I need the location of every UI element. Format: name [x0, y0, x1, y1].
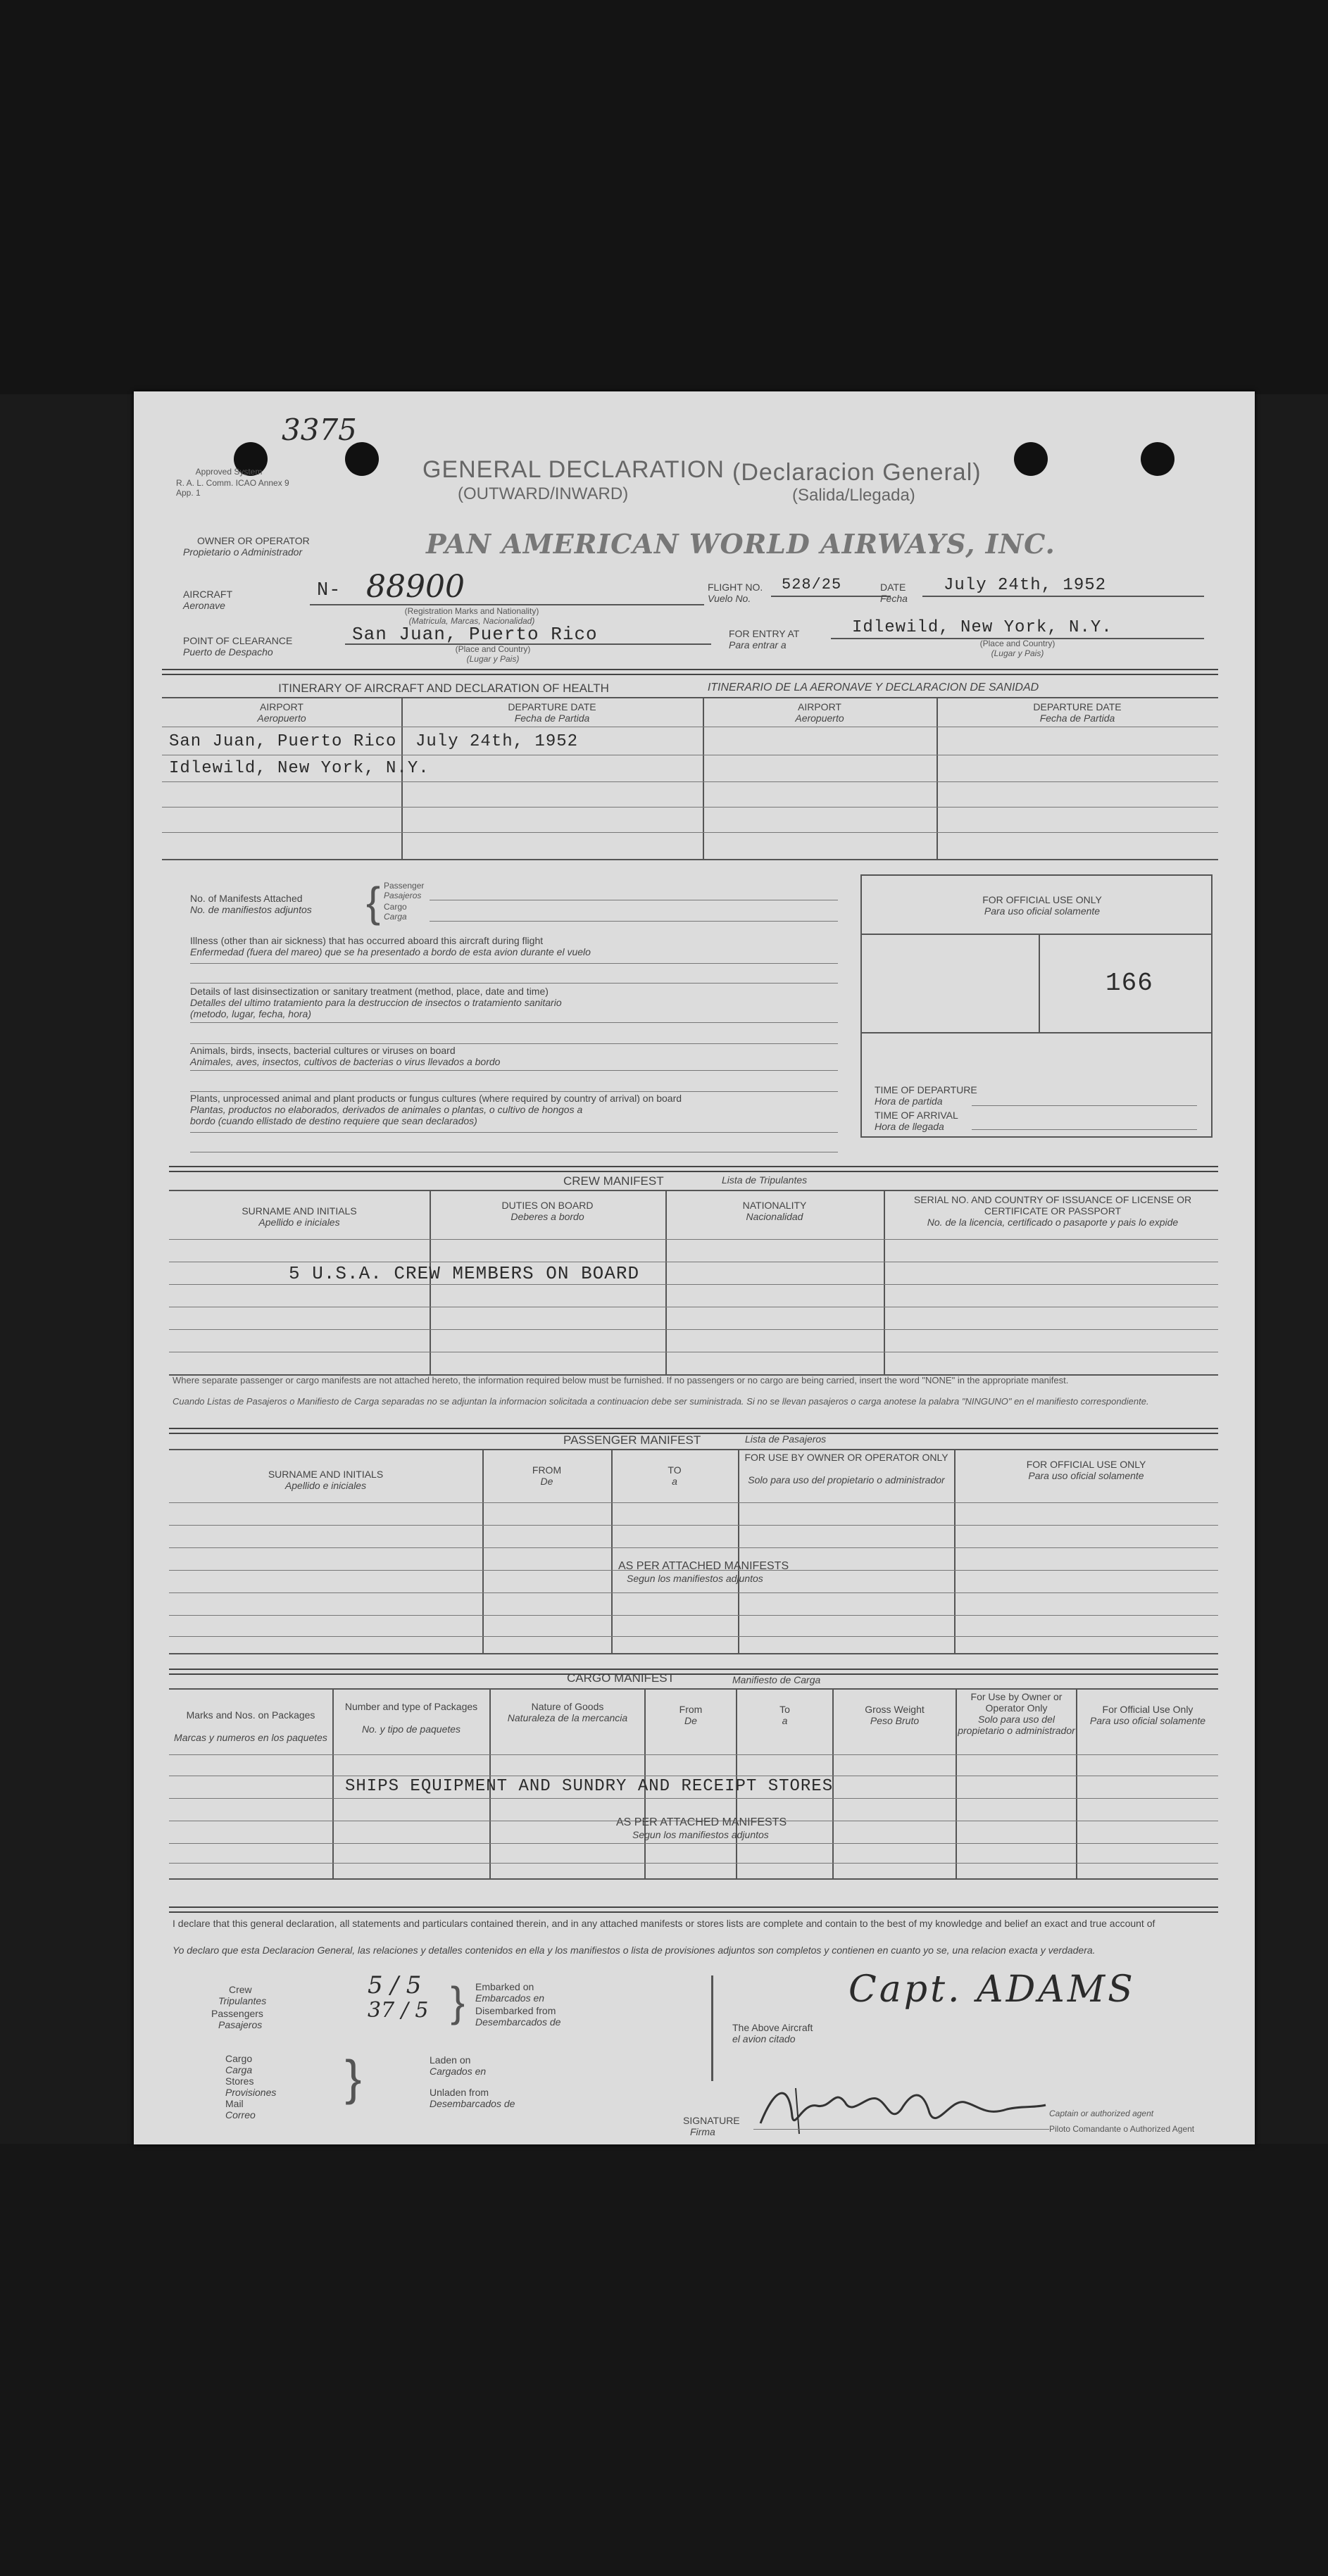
- crew-col-nationality: NATIONALITY: [742, 1200, 807, 1211]
- itinerary-title: ITINERARY OF AIRCRAFT AND DECLARATION OF HEALTH: [278, 681, 609, 695]
- form-title-spanish-sub: (Salida/Llegada): [792, 486, 915, 505]
- aircraft-label-es: Aeronave: [183, 600, 225, 611]
- crew-count-label: Crew: [229, 1984, 252, 1995]
- form-title-sub: (OUTWARD/INWARD): [458, 484, 629, 503]
- passenger-col-official-use: FOR OFFICIAL USE ONLY: [1026, 1459, 1146, 1470]
- entry-caption-es: (Lugar y Pais): [991, 648, 1044, 658]
- cargo-col-from-es: De: [684, 1715, 697, 1726]
- cargo-col-official-use: For Official Use Only: [1102, 1704, 1194, 1715]
- passenger-col-to-es: a: [672, 1476, 677, 1487]
- embarked-label-es: Embarcados en: [475, 1992, 545, 2004]
- passenger-col-surname: SURNAME AND INITIALS: [268, 1469, 384, 1480]
- entry-label: FOR ENTRY AT: [729, 628, 800, 639]
- cargo-col-to: To: [779, 1704, 790, 1715]
- time-of-arrival-label-es: Hora de llegada: [875, 1121, 944, 1132]
- embarked-label: Embarked on: [475, 1981, 534, 1992]
- date-value: July 24th, 1952: [944, 576, 1107, 595]
- passenger-col-to: TO: [668, 1464, 682, 1476]
- owner-name: PAN AMERICAN WORLD AIRWAYS, INC.: [426, 528, 1055, 560]
- passenger-count-label-es: Pasajeros: [218, 2019, 263, 2030]
- cargo-col-nature-es: Naturaleza de la mercancia: [507, 1712, 628, 1723]
- aircraft-registration: 88900: [366, 569, 465, 605]
- brace: {: [366, 879, 381, 926]
- approved-system-label: Approved System: [195, 467, 263, 477]
- itinerary-col-date-1-es: Fecha de Partida: [514, 712, 590, 724]
- cargo-col-packages-es: No. y tipo de paquetes: [361, 1723, 461, 1735]
- entry-caption: (Place and Country): [979, 639, 1055, 648]
- crew-note-es: Cuando Listas de Pasajeros o Manifiesto de Carga separadas no se adjuntan la informacion solicitada a continuacion debe ser suministrada. Si no se llevan pasajeros o carga anotese la palabra "NINGUNO" en el manifiesto correspondiente.: [173, 1396, 1149, 1407]
- passenger-col-owner-use-es: Solo para uso del propietario o administrador: [748, 1474, 945, 1485]
- passenger-manifest-title: PASSENGER MANIFEST: [563, 1433, 701, 1447]
- crew-note: Where separate passenger or cargo manifests are not attached hereto, the information required below must be furnished. If no passengers or no cargo are being carried, insert the word "NONE" in the appropriate manifest.: [173, 1375, 1069, 1386]
- plants-label-es-2: bordo (cuando ellistado de destino requiere que sean declarados): [190, 1115, 477, 1126]
- passenger-count-value: 37 / 5: [368, 1998, 429, 2023]
- treatment-label-es-2: (metodo, lugar, fecha, hora): [190, 1008, 311, 1019]
- illness-label: Illness (other than air sickness) that has occurred aboard this aircraft during flight: [190, 935, 544, 946]
- itinerary-col-airport-2: AIRPORT: [798, 701, 841, 712]
- flight-number-label-es: Vuelo No.: [708, 593, 751, 604]
- cargo-col-nature: Nature of Goods: [531, 1701, 604, 1712]
- official-use-label: FOR OFFICIAL USE ONLY: [982, 894, 1102, 905]
- time-of-departure-label-es: Hora de partida: [875, 1095, 943, 1107]
- laden-label: Laden on: [430, 2054, 471, 2066]
- cargo-col-weight-es: Peso Bruto: [870, 1715, 920, 1726]
- crew-col-duties-es: Deberes a bordo: [510, 1211, 584, 1222]
- passenger-col-from-es: De: [540, 1476, 553, 1487]
- punch-hole: [345, 442, 379, 476]
- crew-col-nationality-es: Nacionalidad: [746, 1211, 803, 1222]
- cargo-col-to-es: a: [782, 1715, 788, 1726]
- aircraft-label: AIRCRAFT: [183, 589, 232, 600]
- laden-label-es: Cargados en: [430, 2066, 487, 2077]
- general-declaration-form: [134, 391, 1255, 2144]
- punch-hole: [1141, 442, 1174, 476]
- ral-comm-label: R. A. L. Comm. ICAO Annex 9 App. 1: [176, 478, 289, 498]
- brace: }: [345, 2050, 362, 2105]
- stores-label: Stores: [225, 2075, 254, 2087]
- owner-label: OWNER OR OPERATOR: [197, 535, 310, 546]
- illness-label-es: Enfermedad (fuera del mareo) que se ha presentado a bordo de esta avion durante el vuelo: [190, 946, 591, 957]
- cargo-col-official-use-es: Para uso oficial solamente: [1089, 1715, 1206, 1726]
- crew-count-label-es: Tripulantes: [218, 1995, 267, 2006]
- unladen-label: Unladen from: [430, 2087, 489, 2098]
- passenger-col-owner-use: FOR USE BY OWNER OR OPERATOR ONLY: [744, 1452, 948, 1463]
- plants-label-es: Plantas, productos no elaborados, derivados de animales o plantas, o cultivo de hongos a: [190, 1104, 583, 1115]
- crew-col-license: SERIAL NO. AND COUNTRY OF ISSUANCE OF LICENSE OR CERTIFICATE OR PASSPORT: [913, 1194, 1192, 1217]
- entry-value: Idlewild, New York, N.Y.: [852, 618, 1113, 637]
- treatment-label: Details of last disinsectization or sanitary treatment (method, place, date and time): [190, 986, 549, 997]
- signature-label: SIGNATURE: [683, 2115, 740, 2126]
- crew-col-surname-es: Apellido e iniciales: [258, 1217, 340, 1228]
- itinerary-col-airport-1: AIRPORT: [260, 701, 303, 712]
- cargo-col-packages: Number and type of Packages: [344, 1701, 478, 1712]
- itinerary-row-2-airport: Idlewild, New York, N.Y.: [169, 759, 430, 778]
- itinerary-col-airport-2-es: Aeropuerto: [795, 712, 844, 724]
- crew-col-license-es: No. de la licencia, certificado o pasaporte y pais lo expide: [927, 1217, 1179, 1228]
- agent-label-es: Piloto Comandante o Authorized Agent: [1049, 2124, 1195, 2134]
- passenger-manifest-title-es: Lista de Pasajeros: [745, 1433, 827, 1445]
- itinerary-col-airport-1-es: Aeropuerto: [257, 712, 306, 724]
- disembarked-label-es: Desembarcados de: [475, 2016, 561, 2028]
- animals-label: Animals, birds, insects, bacterial cultures or viruses on board: [190, 1045, 456, 1056]
- cargo-label: Cargo: [225, 2053, 253, 2064]
- clearance-label: POINT OF CLEARANCE: [183, 635, 293, 646]
- plants-label: Plants, unprocessed animal and plant products or fungus cultures (where required by country of arrival) on board: [190, 1093, 682, 1104]
- cargo-manifest-title: CARGO MANIFEST: [567, 1671, 675, 1685]
- scan-background-top: [0, 0, 1328, 394]
- form-title-spanish: (Declaracion General): [732, 459, 982, 486]
- crew-col-surname: SURNAME AND INITIALS: [242, 1205, 357, 1217]
- cargo-entry: SHIPS EQUIPMENT AND SUNDRY AND RECEIPT STORES: [345, 1777, 834, 1796]
- crew-manifest-title-es: Lista de Tripulantes: [722, 1174, 808, 1186]
- clearance-label-es: Puerto de Despacho: [183, 646, 273, 658]
- manifests-label-es: No. de manifiestos adjuntos: [190, 904, 312, 915]
- unladen-label-es: Desembarcados de: [430, 2098, 515, 2109]
- crew-entry: 5 U.S.A. CREW MEMBERS ON BOARD: [289, 1263, 640, 1284]
- itinerary-col-date-2-es: Fecha de Partida: [1039, 712, 1115, 724]
- brace: }: [451, 1978, 465, 2025]
- cargo-col-marks-es: Marcas y numeros en los paquetes: [174, 1732, 327, 1743]
- manifest-type-cargo: Cargo: [384, 902, 407, 912]
- cargo-manifest-title-es: Manifiesto de Carga: [732, 1674, 821, 1685]
- crew-count-value: 5 / 5: [368, 1971, 422, 1999]
- punch-hole: [1014, 442, 1048, 476]
- crew-manifest-title: CREW MANIFEST: [563, 1174, 664, 1188]
- itinerary-row-1-date: July 24th, 1952: [415, 732, 579, 751]
- agent-label: Captain or authorized agent: [1049, 2109, 1154, 2118]
- above-aircraft-label-es: el avion citado: [732, 2033, 796, 2044]
- official-use-number: 166: [1105, 969, 1153, 998]
- manifests-label: No. of Manifests Attached: [190, 893, 303, 904]
- entry-label-es: Para entrar a: [729, 639, 787, 651]
- declaration-text-es: Yo declaro que esta Declaracion General, las relaciones y detalles contenidos en ella y los manifiestos o lista de provisiones adjuntos son completos y contienen en cuanto yo se, una relacion exacta y verdadera.: [173, 1944, 1096, 1956]
- registration-caption: (Registration Marks and Nationality): [404, 606, 539, 616]
- captain-name-handwritten: Capt. ADAMS: [848, 1968, 1136, 2011]
- manifest-type-passenger: Passenger: [384, 881, 425, 891]
- cargo-col-owner-use-es: Solo para uso del propietario o administrador: [958, 1714, 1075, 1737]
- cargo-label-es: Carga: [225, 2064, 253, 2075]
- crew-col-duties: DUTIES ON BOARD: [501, 1200, 594, 1211]
- animals-label-es: Animales, aves, insectos, cultivos de bacterias o virus llevados a bordo: [190, 1056, 501, 1067]
- itinerary-row-1-airport: San Juan, Puerto Rico: [169, 732, 397, 751]
- signature-label-es: Firma: [690, 2126, 715, 2137]
- cargo-stamp: AS PER ATTACHED MANIFESTS: [616, 1816, 787, 1828]
- passenger-count-label: Passengers: [211, 2008, 263, 2019]
- cargo-col-marks: Marks and Nos. on Packages: [186, 1709, 315, 1721]
- official-use-label-es: Para uso oficial solamente: [984, 905, 1101, 917]
- declaration-text: I declare that this general declaration, all statements and particulars contained therein, and in any attached manifests or stores lists are complete and contain to the best of my knowledge and belief an exact and true account of: [173, 1918, 1155, 1929]
- registration-caption-es: (Matricula, Marcas, Nacionalidad): [408, 616, 535, 626]
- itinerary-col-date-1: DEPARTURE DATE: [508, 701, 596, 712]
- clearance-caption-es: (Lugar y Pais): [466, 654, 520, 664]
- cargo-stamp-es: Segun los manifiestos adjuntos: [632, 1829, 769, 1840]
- passenger-col-official-use-es: Para uso oficial solamente: [1028, 1470, 1144, 1481]
- flight-number-value: 528/25: [782, 576, 842, 593]
- manifest-type-passenger-es: Pasajeros: [384, 891, 422, 900]
- scan-background-bottom: [0, 2144, 1328, 2576]
- itinerary-col-date-2: DEPARTURE DATE: [1033, 701, 1122, 712]
- passenger-col-from: FROM: [532, 1464, 562, 1476]
- cargo-col-from: From: [679, 1704, 703, 1715]
- cargo-col-owner-use: For Use by Owner or Operator Only: [970, 1691, 1063, 1714]
- manifest-type-cargo-es: Carga: [384, 912, 407, 922]
- disembarked-label: Disembarked from: [475, 2005, 556, 2016]
- mail-label: Mail: [225, 2098, 244, 2109]
- document-number: 3375: [282, 413, 357, 447]
- treatment-label-es: Detalles del ultimo tratamiento para la destruccion de insectos o tratamiento sanitario: [190, 997, 562, 1008]
- captain-signature: [753, 2074, 1049, 2137]
- owner-label-es: Propietario o Administrador: [183, 546, 303, 558]
- above-aircraft-label: The Above Aircraft: [732, 2022, 813, 2033]
- itinerary-title-es: ITINERARIO DE LA AERONAVE Y DECLARACION DE SANIDAD: [707, 681, 1039, 693]
- aircraft-prefix: N-: [317, 580, 342, 601]
- date-label-es: Fecha: [880, 593, 908, 604]
- passenger-stamp-es: Segun los manifiestos adjuntos: [627, 1573, 763, 1584]
- clearance-value: San Juan, Puerto Rico: [352, 624, 598, 645]
- clearance-caption: (Place and Country): [455, 644, 531, 654]
- mail-label-es: Correo: [225, 2109, 256, 2121]
- time-of-departure-label: TIME OF DEPARTURE: [875, 1084, 977, 1095]
- flight-number-label: FLIGHT NO.: [708, 582, 763, 593]
- time-of-arrival-label: TIME OF ARRIVAL: [875, 1110, 958, 1121]
- passenger-col-surname-es: Apellido e iniciales: [284, 1480, 367, 1491]
- form-title: GENERAL DECLARATION: [422, 456, 725, 483]
- stores-label-es: Provisiones: [225, 2087, 277, 2098]
- cargo-col-weight: Gross Weight: [865, 1704, 925, 1715]
- passenger-stamp: AS PER ATTACHED MANIFESTS: [618, 1560, 789, 1572]
- date-label: DATE: [880, 582, 906, 593]
